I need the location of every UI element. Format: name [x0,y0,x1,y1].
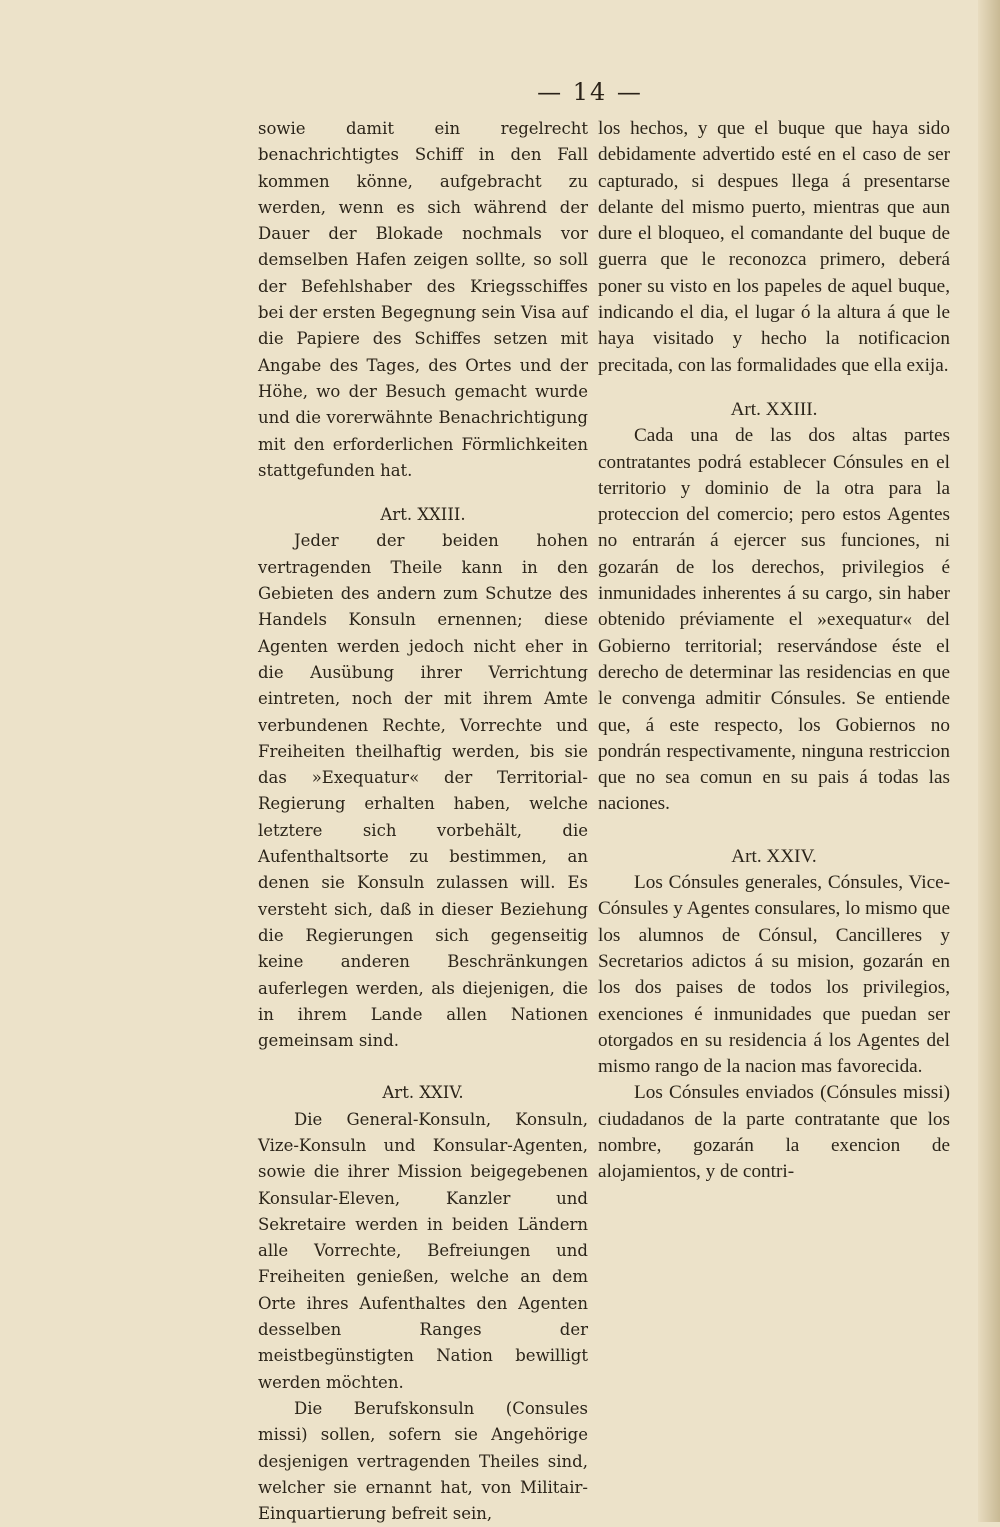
german-article-23-text: Jeder der beiden hohen vertragenden Theile kann in den Gebieten des andern zum Schutze des Handels Konsuln ernennen; diese Agenten werden jedoch nicht eher in die Ausübung ihrer Verrichtung eintreten, noch der mit ihrem Amte verbundenen Rechte, Vorrechte und Freiheiten theilhaftig werden, bis sie das »Exequatur« der Territorial-Regierung erhalten haben, welche letztere sich vorbehält, die Aufenthaltsorte zu bestimmen, an denen sie Konsuln zulassen will. Es versteht sich, daß in dieser Beziehung die Regierungen sich gegenseitig keine anderen Beschränkungen auferlegen werden, als diejenigen, die in ihrem Lande allen Nationen gemeinsam sind. [258,531,588,1051]
spanish-article-23-heading: Art. XXIII. [730,398,818,420]
spanish-intro-paragraph: los hechos, y que el buque que haya sido debidamente advertido esté en el caso de ser capturado, si despues llega á presentarse delante del mismo puerto, mientras que aun dure el bloqueo, el comandante del buque de guerra que le reconozca primero, deberá poner su visto en los papeles de aquel buque, indicando el dia, el lugar ó la altura á que le haya visitado y hecho la notificacion precitada, con las formalidades que ella exija. [598,118,950,376]
spacer [258,484,588,502]
page-edge-shadow [978,0,1000,1522]
spacer [258,1054,588,1080]
german-column [258,116,588,1527]
german-intro-paragraph: sowie damit ein regelrecht benachrichtigtes Schiff in den Fall kommen könne, aufgebracht zu werden, wenn es sich während der Dauer der Blokade nochmals vor demselben Hafen zeigen sollte, so soll der Befehlshaber des Kriegsschiffes bei der ersten Begegnung sein Visa auf die Papiere des Schiffes setzen mit Angabe des Tages, des Ortes und der Höhe, wo der Besuch gemacht wurde und die vorerwähnte Benachrichtigung mit den erforderlichen Förmlichkeiten stattgefunden hat. [258,119,588,480]
spanish-column [598,116,950,1186]
german-article-23-heading: Art. XXIII. [380,505,466,525]
page-number: — 14 — [537,78,643,106]
spacer [598,379,950,397]
spacer [598,818,950,844]
spanish-article-24-text-2: Los Cónsules enviados (Cónsules missi) ciudadanos de la parte contratante que los nombre, gozarán la exencion de alojamientos, y de contri- [598,1082,950,1183]
spanish-article-24-heading: Art. XXIV. [731,845,817,867]
spanish-article-23-text: Cada una de las dos altas partes contratantes podrá establecer Cónsules en el territorio y dominio de la otra para la proteccion del comercio; pero estos Agentes no entrarán á ejercer sus funciones, ni gozarán de los derechos, privilegios é inmunidades inherentes á su cargo, sin haber obtenido préviamente el »exequatur« del Gobierno territorial; reservándose éste el derecho de determinar las residencias en que le convenga admitir Cónsules. Se entiende que, á este respecto, los Gobiernos no pondrán respectivamente, ninguna restriccion que no sea comun en su pais á todas las naciones. [598,425,950,815]
german-article-24-heading: Art. XXIV. [382,1083,464,1103]
german-article-24-text-2: Die Berufskonsuln (Consules missi) sollen, sofern sie Angehörige desjenigen vertragenden Theiles sind, welcher sie ernannt hat, von Militair-Einquartierung befreit sein, [258,1398,588,1524]
spanish-article-24-text-1: Los Cónsules generales, Cónsules, Vice-Cónsules y Agentes consulares, lo mismo que los alumnos de Cónsul, Cancilleres y Secretarios adictos á su mision, gozarán en los dos paises de todos los privilegios, exenciones é inmunidades que puedan ser otorgados en su residencia á los Agentes del mismo rango de la nacion mas favorecida. [598,872,950,1078]
german-article-24-text-1: Die General-Konsuln, Konsuln, Vize-Konsuln und Konsular-Agenten, sowie die ihrer Mission beigegebenen Konsular-Eleven, Kanzler und Sekretaire werden in beiden Ländern alle Vorrechte, Befreiungen und Freiheiten genießen, welche an dem Orte ihres Aufenthaltes den Agenten desselben Ranges der meistbegünstigten Nation bewilligt werden möchten. [258,1109,588,1392]
